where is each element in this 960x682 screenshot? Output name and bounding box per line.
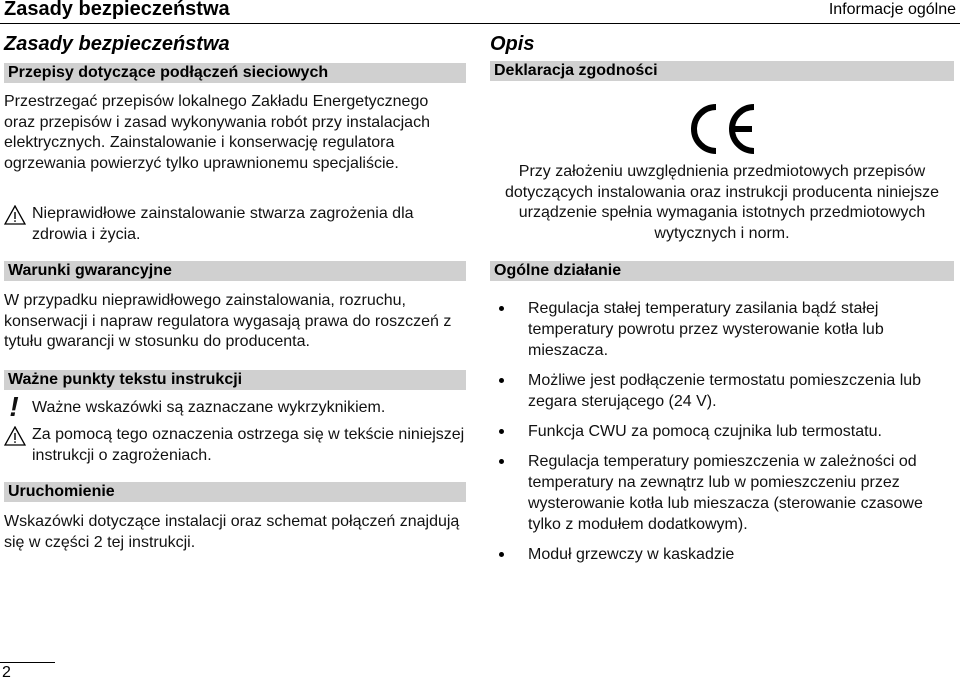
list-item: Możliwe jest podłączenie termostatu pomieszczenia lub zegara sterującego (24 V). bbox=[490, 370, 954, 412]
page-number: 2 bbox=[2, 664, 11, 681]
triangle-note bbox=[4, 425, 466, 466]
ce-mark-icon bbox=[686, 102, 758, 156]
features-list bbox=[490, 298, 954, 574]
warranty-title: Warunki gwarancyjne bbox=[4, 261, 466, 281]
exclamation-text: Ważne wskazówki są zaznaczane wykrzyknikiem. bbox=[32, 399, 386, 416]
startup-title: Uruchomienie bbox=[4, 482, 466, 502]
warning-triangle-icon bbox=[4, 205, 26, 225]
triangle-text: Za pomocą tego oznaczenia ostrzega się w tekście niniejszej instrukcji o zagrożeniach. bbox=[32, 426, 465, 464]
section-label: Informacje ogólne bbox=[828, 1, 956, 18]
important-points-title: Ważne punkty tekstu instrukcji bbox=[4, 370, 466, 390]
bullet-icon bbox=[499, 552, 504, 557]
list-item: Regulacja stałej temperatury zasilania bądź stałej temperatury powrotu przez wysterowanie kotła lub mieszacza. bbox=[490, 298, 954, 361]
list-item: Moduł grzewczy w kaskadzie bbox=[490, 544, 954, 565]
warning-text: Nieprawidłowe zainstalowanie stwarza zagrożenia dla zdrowia i życia. bbox=[32, 205, 414, 243]
warning-note bbox=[4, 204, 466, 245]
bullet-icon bbox=[499, 378, 504, 383]
bullet-icon bbox=[499, 306, 504, 311]
connections-text: Przestrzegać przepisów lokalnego Zakładu Energetycznego oraz przepisów i zasad wykonywania robót przy instalacjach elektrycznych. Zainstalowanie i konserwację regulatora ogrzewania powierzyć tylko uprawnionemu specjaliście. bbox=[4, 93, 430, 172]
general-title: Ogólne działanie bbox=[490, 261, 954, 281]
list-item: Regulacja temperatury pomieszczenia w zależności od temperatury na zewnątrz lub w pomieszczeniu przez wysterowanie kotła lub mieszacza (sterowanie czasowe tylko z modułem dodatkowym). bbox=[490, 451, 954, 535]
conformity-text: Przy założeniu uwzględnienia przedmiotowych przepisów dotyczących instalowania oraz instrukcji producenta niniejsze urządzenie spełnia wymagania istotnych przedmiotowych wytycznych i norm. bbox=[505, 163, 939, 242]
exclamation-note bbox=[4, 391, 466, 422]
warranty-text: W przypadku nieprawidłowego zainstalowania, rozruchu, konserwacji i napraw regulatora wygasają prawa do roszczeń z tytułu gwarancji w stosunku do producenta. bbox=[4, 292, 452, 350]
exclamation-icon: ! bbox=[9, 391, 19, 422]
connections-title: Przepisy dotyczące podłączeń sieciowych bbox=[4, 63, 466, 83]
startup-text: Wskazówki dotyczące instalacji oraz schemat połączeń znajdują się w części 2 tej instrukcji. bbox=[4, 513, 460, 551]
conformity-title: Deklaracja zgodności bbox=[490, 61, 954, 81]
page-header bbox=[0, 0, 960, 24]
page-title: Zasady bezpieczeństwa bbox=[4, 0, 230, 20]
bullet-icon bbox=[499, 459, 504, 464]
right-heading: Opis bbox=[490, 33, 535, 55]
warning-triangle-icon bbox=[4, 426, 26, 446]
footer-divider bbox=[0, 662, 55, 663]
bullet-icon bbox=[499, 429, 504, 434]
list-item: Funkcja CWU za pomocą czujnika lub termostatu. bbox=[490, 421, 954, 442]
left-heading: Zasady bezpieczeństwa bbox=[4, 33, 230, 55]
